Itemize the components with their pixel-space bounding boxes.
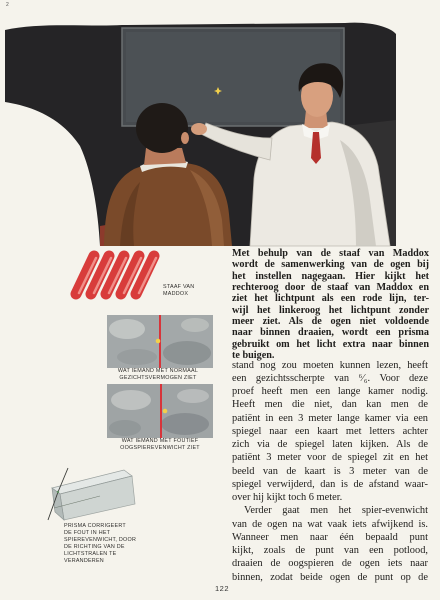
caption-line: SPIEREVENWICHT, DOOR (64, 537, 137, 543)
ray-mark (57, 491, 59, 493)
intro-line: meer ziet. Als de ogen niet voldoende (232, 315, 429, 327)
body-line: over hij kijkt toch 6 meter. (232, 492, 343, 503)
texture (111, 390, 151, 410)
caption-line: VERANDEREN (64, 558, 104, 564)
light-point (163, 409, 168, 414)
intro-line: wordt de samenwerking van de ogen bij (232, 259, 429, 271)
texture (181, 318, 209, 332)
patient-hair (136, 103, 188, 153)
body-line: Heeft men die niet, dan kan men de (232, 399, 428, 411)
maddox-rods (76, 256, 156, 294)
body-line: draaien de oogspieren de ogen iets naar (232, 558, 428, 570)
page-number: 122 (214, 584, 229, 593)
intro-line: Met behulp van de staaf van Maddox (232, 248, 429, 259)
caption-line: GEZICHTSVERMOGEN ZIET (119, 375, 197, 381)
intro-line: gebruikt om het licht extra naar binnen (232, 338, 429, 350)
intro-line: wijl het linkeroog het lichtpunt zonder (232, 304, 429, 316)
body-line: spiegel naar een kaart met letters achter (232, 425, 428, 437)
maddox-rod-caption (163, 284, 194, 298)
prism-illustration (40, 462, 140, 524)
patient-ear (181, 132, 189, 144)
normal-vision-caption (96, 368, 220, 382)
caption-line: STAAF VAN (163, 284, 195, 290)
caption-line: PRISMA CORRIGEERT (64, 523, 126, 529)
corner-mark: 2 (6, 2, 9, 8)
texture (117, 349, 157, 365)
intro-line: ziet het lichtpunt als een rode lijn, ter- (232, 293, 429, 305)
body-line: Verder gaat men het spier-evenwicht (244, 505, 428, 517)
caption-line: DE RICHTING VAN DE (64, 544, 125, 550)
intro-paragraph (232, 248, 429, 361)
texture (109, 420, 141, 436)
texture (163, 341, 211, 365)
body-line: spiegel verwijderd, dan is de afstand waar- (232, 478, 428, 490)
body-line: zich via de spiegel laten kijken. Als de (232, 439, 428, 450)
body-text (232, 359, 428, 584)
faulty-balance-caption (96, 438, 224, 452)
caption-line: LICHTSTRALEN TE (64, 551, 117, 557)
texture (109, 319, 145, 339)
prism-caption (64, 523, 136, 565)
normal-vision-picture (107, 315, 213, 368)
caption-line: DE FOUT IN HET (64, 530, 111, 536)
body-line: stand nog zou moeten kunnen lezen, heeft (232, 359, 428, 371)
doctor-hand (191, 123, 207, 135)
body-line: kijkt, zoals de punt van een potlood, (232, 545, 428, 556)
body-line: van de ogen na wat vaak iets afwijkend is. (232, 518, 428, 530)
body-line: Wanneer men naar één bepaald punt (232, 531, 428, 543)
intro-line: naar binnen draaien, wordt een prisma (232, 327, 429, 339)
intro-line: rechteroog door de staaf van Maddox en (232, 281, 429, 293)
caption-line: MADDOX (163, 291, 189, 297)
body-line: patiënt in een 3 meter lange kamer via een (232, 412, 428, 424)
caption-line: OOGSPIEREVENWICHT ZIET (120, 445, 200, 451)
intro-line: te buigen. (232, 349, 275, 361)
texture (161, 413, 209, 435)
caption-line: WAT IEMAND MET NORMAAL (117, 368, 199, 374)
body-line: binnen, zodat beide ogen de punt op de (232, 571, 428, 583)
caption-line: WAT IEMAND MET FOUTIEF (121, 438, 199, 444)
maddox-rod-illustration (62, 248, 166, 304)
faulty-balance-picture (107, 384, 213, 438)
light-point (156, 339, 161, 344)
body-line: beeld van de kaart is 3 meter van de (232, 465, 428, 477)
examination-illustration (0, 0, 440, 250)
texture (177, 389, 209, 403)
body-line: proef heeft men een lange kamer nodig. (232, 386, 428, 397)
body-line: patiënt 3 meter voor de spiegel zit en het (232, 452, 428, 464)
body-line: een gezichtsscherpte van ⁶⁄₆. Voor deze (232, 372, 428, 384)
intro-line: het instellen nagegaan. Hier kijkt het (232, 270, 429, 282)
